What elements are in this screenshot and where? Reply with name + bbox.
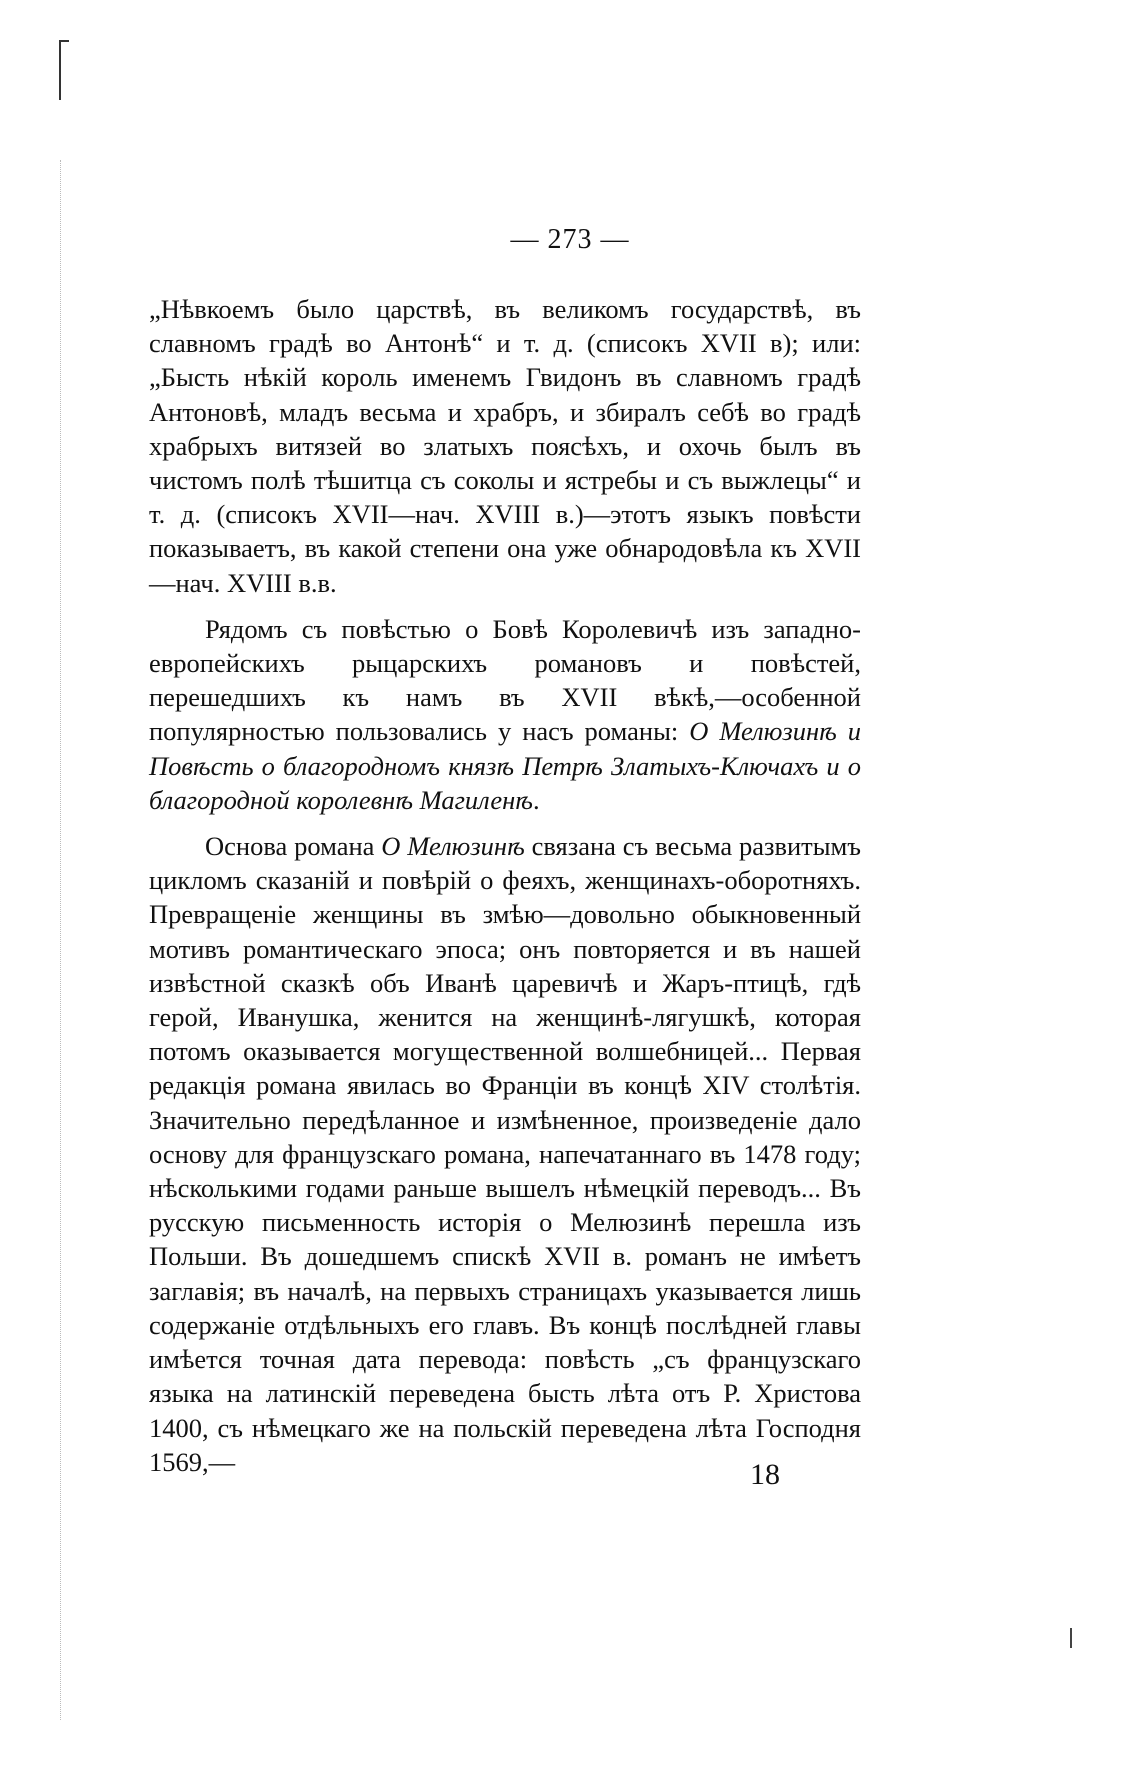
paragraph-3-text-before: Основа романа bbox=[205, 831, 382, 862]
page-number: — 273 — bbox=[510, 224, 630, 255]
paragraph-2-text-before: Рядомъ съ повѣстью о Бовѣ Королевичѣ изъ западно-европейскихъ рыцарскихъ романовъ и повѣстей, перешедшихъ къ намъ въ XVII вѣкѣ,—особенной популярностью пользовались у насъ романы: bbox=[149, 613, 861, 747]
paragraph-1 bbox=[149, 292, 861, 600]
paragraph-3 bbox=[149, 829, 861, 1479]
scan-edge-mark bbox=[59, 40, 61, 100]
paragraph-2-text-after: . bbox=[532, 784, 540, 815]
paragraph-3-text-after: связана съ весьма развитымъ цикломъ сказаній и повѣрій о феяхъ, женщинахъ-оборотняхъ. Превращеніе женщины въ змѣю—довольно обыкновенный мотивъ романтическаго эпоса; онъ повторяется и въ нашей извѣстной сказкѣ объ Иванѣ царевичѣ и Жаръ-птицѣ, гдѣ герой, Иванушка, женится на женщинѣ-лягушкѣ, которая потомъ оказывается могущественной волшебницей... Первая редакція романа явилась во Франціи въ концѣ XIV столѣтія. Значительно передѣланное и измѣненное, произведеніе дало основу для французскаго романа, напечатаннаго въ 1478 году; нѣсколькими годами раньше вышелъ нѣмецкій переводъ... Въ русскую письменность исторія о Мелюзинѣ перешла изъ Польши. Въ дошедшемъ спискѣ XVII в. романъ не имѣетъ заглавія; въ началѣ, на первыхъ страницахъ указывается лишь содержаніе отдѣльныхъ его главъ. Въ концѣ послѣдней главы имѣется точная дата перевода: повѣсть „съ французскаго языка на латинскій переведена бысть лѣта отъ Р. Христова 1400, съ нѣмецкаго же на польскій переведена лѣта Господня 1569,— bbox=[149, 831, 862, 1477]
scan-corner-mark bbox=[1070, 1628, 1072, 1648]
signature-mark: 18 bbox=[750, 1458, 780, 1491]
paragraph-1-text: „Нѣвкоемъ было царствѣ, въ великомъ государствѣ, въ славномъ градѣ во Антонѣ“ и т. д. (списокъ XVII в); или: „Бысть нѣкій король именемъ Гвидонъ въ славномъ градѣ Антоновѣ, младъ весьма и храбръ, и збиралъ себѣ во градѣ храбрыхъ витязей во златыхъ поясѣхъ, и охочь былъ въ чистомъ полѣ тѣшитца съ соколы и ястребы и съ выжлецы“ и т. д. (списокъ XVII—нач. XVIII в.)—этотъ языкъ повѣсти показываетъ, въ какой степени она уже обнародовѣла къ XVII—нач. XVIII в.в. bbox=[149, 294, 861, 598]
paragraph-3-italic: О Мелюзинѣ bbox=[381, 831, 525, 862]
paragraph-2-italic: О Мелюзинѣ и Повѣсть о благородномъ князѣ Петрѣ Златыхъ-Ключахъ и о благородной королевнѣ Магиленѣ bbox=[149, 716, 862, 815]
body-text bbox=[149, 292, 861, 1479]
scan-edge-mark-top bbox=[59, 40, 69, 42]
binding-edge bbox=[60, 160, 62, 1720]
paragraph-2 bbox=[149, 612, 861, 817]
